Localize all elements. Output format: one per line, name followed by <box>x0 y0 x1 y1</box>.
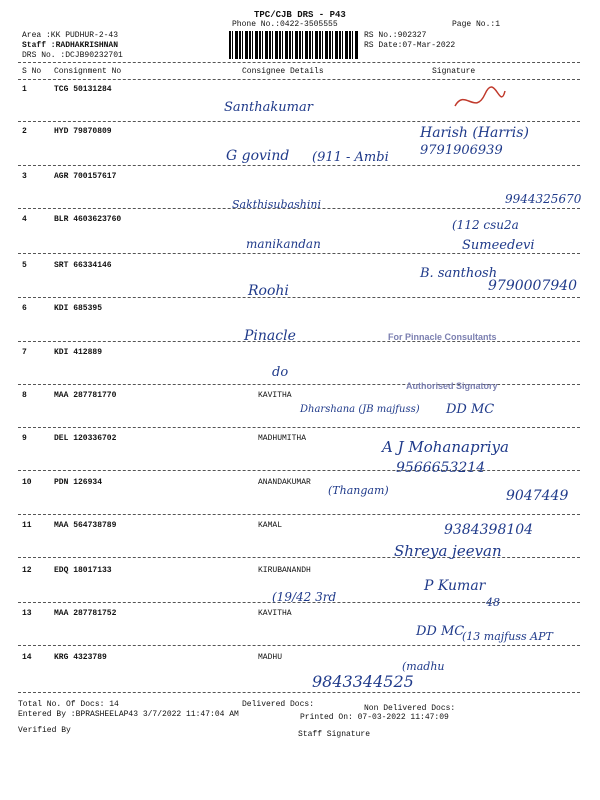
row-consignment: TCG 50131284 <box>54 85 112 94</box>
handwritten-phone: 9790007940 <box>488 278 578 294</box>
row-consignee: KIRUBANANDH <box>258 566 311 575</box>
staff-label: Staff :RADHAKRISHNAN <box>22 41 119 50</box>
row-sno: 3 <box>22 172 27 181</box>
row-consignment: KDI 412889 <box>54 348 103 357</box>
row-divider <box>18 121 580 122</box>
col-sno: S No <box>22 67 42 76</box>
phone-number: Phone No.:0422-3505555 <box>232 20 338 29</box>
barcode-image <box>229 31 359 59</box>
handwritten-name: manikandan <box>246 237 321 251</box>
row-divider <box>18 165 580 166</box>
row-consignment: KDI 685395 <box>54 304 103 313</box>
row-consignee: MADHUMITHA <box>258 434 307 443</box>
row-sno: 2 <box>22 127 27 136</box>
page-number: Page No.:1 <box>452 20 501 29</box>
row-consignee: KAMAL <box>258 521 283 530</box>
row-consignment: KRG 4323789 <box>54 653 107 662</box>
row-consignee: MADHU <box>258 653 283 662</box>
handwritten-name: G govind <box>226 148 290 164</box>
row-sno: 14 <box>22 653 32 662</box>
row-consignment: MAA 287781752 <box>54 609 117 618</box>
printed-on: Printed On: 07-03-2022 11:47:09 <box>300 713 449 722</box>
handwritten-note: (112 csu2a <box>452 218 519 232</box>
col-consignee: Consignee Details <box>242 67 324 76</box>
handwritten-signature: DD MC <box>416 624 465 639</box>
handwritten-name: Santhakumar <box>224 100 313 115</box>
verified-by: Verified By <box>18 726 71 735</box>
drs-number: DRS No. :DCJB90232701 <box>22 51 123 60</box>
handwritten-note: Dharshana (JB majfuss) <box>300 404 420 415</box>
handwritten-signature: Shreya jeevan <box>394 542 502 560</box>
row-consignment: HYD 79870809 <box>54 127 112 136</box>
col-signature: Signature <box>432 67 476 76</box>
handwritten-signature: P Kumar <box>424 578 486 594</box>
handwritten-phone: 9384398104 <box>444 522 534 538</box>
handwritten-signature: Sumeedevi <box>462 238 535 253</box>
handwritten-note: (Thangam) <box>328 484 389 497</box>
row-divider <box>18 297 580 298</box>
row-sno: 1 <box>22 85 27 94</box>
row-sno: 8 <box>22 391 27 400</box>
handwritten-note: (13 majfuss APT <box>462 630 553 643</box>
handwritten-signature: B. santhosh <box>420 266 498 281</box>
row-consignment: EDQ 18017133 <box>54 566 112 575</box>
row-consignment: BLR 4603623760 <box>54 215 122 224</box>
row-sno: 4 <box>22 215 27 224</box>
row-consignment: SRT 66334146 <box>54 261 112 270</box>
handwritten-address: (911 - Ambi <box>312 150 389 165</box>
header-divider-bottom <box>18 79 580 80</box>
handwritten-name: Roohi <box>248 283 289 299</box>
authorised-stamp: Authorised Signatory <box>406 381 498 391</box>
row-sno: 11 <box>22 521 32 530</box>
company-stamp: For Pinnacle Consultants <box>388 332 497 342</box>
non-delivered-docs: Non Delivered Docs: <box>364 704 456 713</box>
total-docs: Total No. Of Docs: 14 <box>18 700 119 709</box>
handwritten-note: (madhu <box>402 660 445 673</box>
row-sno: 5 <box>22 261 27 270</box>
row-sno: 13 <box>22 609 32 618</box>
row-consignee: KAVITHA <box>258 609 292 618</box>
row-sno: 12 <box>22 566 32 575</box>
row-divider <box>18 427 580 428</box>
row-divider <box>18 692 580 693</box>
handwritten-signature: DD MC <box>446 402 495 417</box>
document-title: TPC/CJB DRS - P43 <box>254 10 346 20</box>
handwritten-note: (19/42 3rd <box>272 590 337 604</box>
handwritten-name: Pinacle <box>244 328 296 344</box>
red-scribble-mark <box>450 86 510 120</box>
col-consignment: Consignment No <box>54 67 122 76</box>
handwritten-signature: Harish (Harris) <box>420 125 529 141</box>
row-consignment: MAA 287781770 <box>54 391 117 400</box>
row-consignment: MAA 564738789 <box>54 521 117 530</box>
row-divider <box>18 645 580 646</box>
handwritten-phone: 9944325670 <box>505 192 582 206</box>
staff-signature-label: Staff Signature <box>298 730 371 739</box>
row-divider <box>18 253 580 254</box>
rs-number: RS No.:902327 <box>364 31 427 40</box>
handwritten-note: 48 <box>486 596 500 609</box>
row-consignment: AGR 700157617 <box>54 172 117 181</box>
rs-date: RS Date:07-Mar-2022 <box>364 41 456 50</box>
row-divider <box>18 470 580 471</box>
row-consignee: KAVITHA <box>258 391 292 400</box>
row-divider <box>18 514 580 515</box>
row-sno: 7 <box>22 348 27 357</box>
handwritten-phone: 9843344525 <box>312 672 414 691</box>
handwritten-signature: A J Mohanapriya <box>382 438 509 456</box>
row-consignment: PDN 126934 <box>54 478 103 487</box>
row-sno: 9 <box>22 434 27 443</box>
handwritten-phone: 9047449 <box>506 488 569 504</box>
header-divider-top <box>18 62 580 63</box>
row-sno: 10 <box>22 478 32 487</box>
row-consignment: DEL 120336702 <box>54 434 117 443</box>
entered-by: Entered By :BPRASHEELAP43 3/7/2022 11:47:04 AM <box>18 710 239 719</box>
handwritten-name: Sakthisubashini <box>232 198 321 211</box>
row-consignee: ANANDAKUMAR <box>258 478 311 487</box>
handwritten-phone: 9566653214 <box>396 460 486 476</box>
handwritten-mark: do <box>272 365 289 380</box>
row-sno: 6 <box>22 304 27 313</box>
delivered-docs: Delivered Docs: <box>242 700 315 709</box>
handwritten-phone: 9791906939 <box>420 143 503 158</box>
area-label: Area :KK PUDHUR-2-43 <box>22 31 119 40</box>
